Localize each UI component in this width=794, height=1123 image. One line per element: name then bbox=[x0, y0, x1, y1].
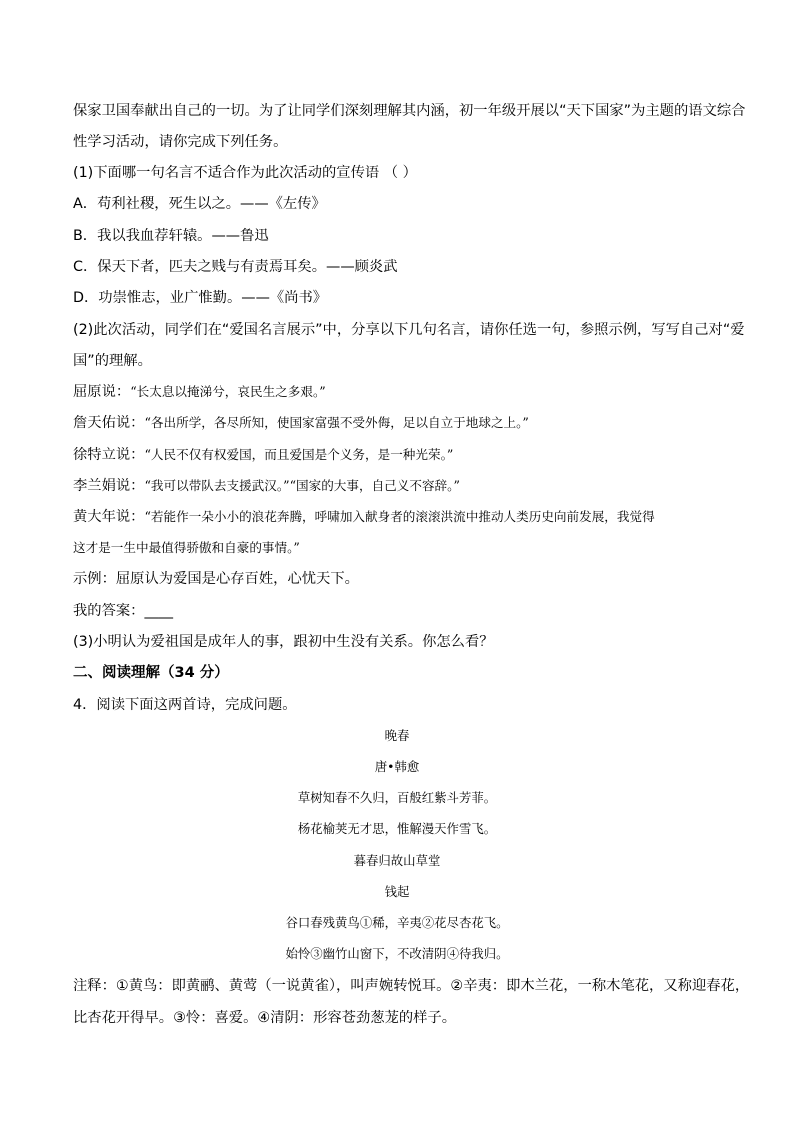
q1-option-c: C．保天下者，匹夫之贱与有责焉耳矣。——顾炎武 bbox=[73, 259, 398, 275]
note-marker: ② bbox=[421, 915, 435, 930]
poem1-line-1: 草树知春不久归，百般红紫斗芳菲。 bbox=[297, 790, 497, 805]
quote-speaker: 徐特立说： bbox=[73, 447, 145, 463]
quote-continuation: 这才是一生中最值得骄傲和自豪的事情。” bbox=[73, 540, 300, 555]
quote-text: “人民不仅有权爱国，而且爱国是个义务，是一种光荣。” bbox=[144, 447, 454, 462]
quote-speaker: 屈原说： bbox=[73, 384, 131, 400]
notes-line-2: 比杏花开得早。③怜：喜爱。④清阴：形容苍劲葱茏的样子。 bbox=[73, 1010, 457, 1026]
note-marker: ④ bbox=[446, 946, 459, 961]
poem-text: 谷口春残黄鸟 bbox=[285, 915, 360, 930]
quote-speaker: 詹天佑说： bbox=[73, 415, 145, 431]
note-marker: ③ bbox=[310, 946, 323, 961]
quote-speaker: 黄大年说： bbox=[73, 509, 145, 525]
quote-lilanjuan bbox=[73, 476, 460, 496]
poem-text: 花尽杏花飞。 bbox=[434, 915, 509, 930]
poem-text: 始怜 bbox=[285, 946, 311, 961]
notes-line-1: 注释：①黄鸟：即黄鹂、黄莺（一说黄雀），叫声婉转悦耳。②辛夷：即木兰花，一称木笔花，又称迎春花， bbox=[73, 978, 750, 994]
q1-option-a: A．苟利社稷，死生以之。——《左传》 bbox=[73, 196, 326, 212]
quote-text: “长太息以掩涕兮，哀民生之多艰。” bbox=[130, 384, 326, 399]
note-marker: ① bbox=[359, 915, 373, 930]
poem1-line-2: 杨花榆荚无才思，惟解漫天作雪飞。 bbox=[297, 821, 497, 836]
quote-text: “我可以带队去支援武汉。”“国家的大事，自己义不容辞。” bbox=[144, 478, 460, 493]
q2-stem-line-1: (2)此次活动，同学们在“爱国名言展示”中，分享以下几句名言，请你任选一句，参照示例，写写自己对“爱 bbox=[73, 322, 745, 338]
poem2-line-1 bbox=[0, 914, 794, 932]
q1-option-d: D．功崇惟志，业广惟勤。——《尚书》 bbox=[73, 290, 328, 306]
section-heading: 二、阅读理解（34 分） bbox=[73, 665, 229, 681]
quote-quyuan bbox=[73, 382, 326, 402]
poem2-title: 暮春归故山草堂 bbox=[353, 853, 441, 868]
q4-stem: 4．阅读下面这两首诗，完成问题。 bbox=[73, 697, 297, 713]
q2-stem-line-2: 国”的理解。 bbox=[73, 353, 152, 369]
intro-line-1: 保家卫国奉献出自己的一切。为了让同学们深刻理解其内涵，初一年级开展以“天下国家”为主题的语文综合 bbox=[73, 103, 746, 119]
q1-option-b: B．我以我血荐轩辕。——鲁迅 bbox=[73, 228, 269, 244]
q3-stem: (3)小明认为爱祖国是成年人的事，跟初中生没有关系。你怎么看？ bbox=[73, 634, 494, 650]
answer-label: 我的答案：____ bbox=[73, 603, 174, 619]
quote-huangdanian bbox=[73, 507, 655, 527]
poem1-title: 晚春 bbox=[384, 728, 410, 743]
quote-speaker: 李兰娟说： bbox=[73, 478, 145, 494]
example-text: 示例：屈原认为爱国是心存百姓，心忧天下。 bbox=[73, 571, 359, 587]
q1-stem: (1)下面哪一句名言不适合作为此次活动的宣传语 （ ） bbox=[73, 165, 417, 181]
quote-xuteli bbox=[73, 445, 453, 465]
poem-text: 稀，辛夷 bbox=[372, 915, 422, 930]
poem2-line-2 bbox=[0, 945, 794, 963]
quote-text: “各出所学，各尽所知，使国家富强不受外侮，足以自立于地球之上。” bbox=[144, 415, 529, 430]
quote-zhantianyou bbox=[73, 413, 529, 433]
poem1-author: 唐•韩愈 bbox=[374, 759, 420, 774]
poem2-author: 钱起 bbox=[384, 884, 410, 899]
poem-text: 幽竹山窗下，不改清阴 bbox=[322, 946, 447, 961]
intro-line-2: 性学习活动，请你完成下列任务。 bbox=[73, 134, 288, 150]
poem-text: 待我归。 bbox=[458, 946, 509, 961]
quote-text: “若能作一朵小小的浪花奔腾，呼啸加入献身者的滚滚洪流中推动人类历史向前发展，我觉得 bbox=[144, 509, 655, 524]
